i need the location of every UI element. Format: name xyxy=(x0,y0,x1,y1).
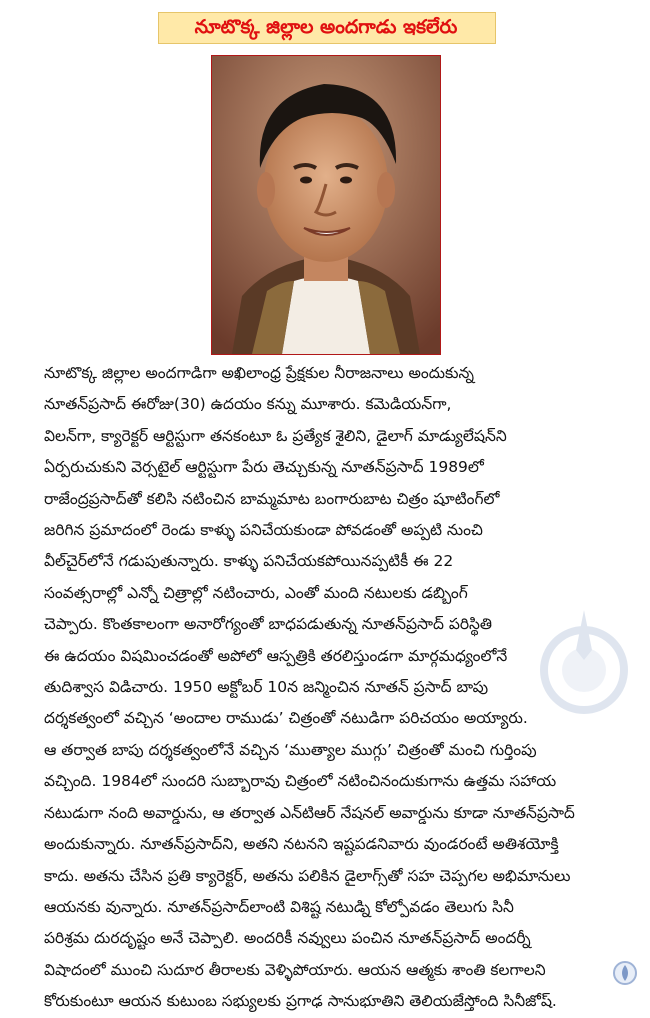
article-line: ఆ తర్వాత బాపు దర్శకత్వంలోనే వచ్చిన ‘ముత్యాల ముగ్గు’ చిత్రంతో మంచి గుర్తింపు xyxy=(44,740,537,759)
article-line: దర్శకత్వంలో వచ్చిన ‘అందాల రాముడు’ చిత్రంతో నటుడిగా పరిచయం అయ్యారు. xyxy=(44,709,528,728)
article-line: కాదు. అతను చేసిన ప్రతి క్యారెక్టర్, అతను పలికిన డైలాగ్స్‌తో సహ చెప్పగల అభిమానులు xyxy=(44,866,571,885)
cinejosh-logo-icon xyxy=(612,960,638,986)
article-line: పరిశ్రమ దురదృష్టం అనే చెప్పాలి. అందరికీ నవ్వులు పంచిన నూతన్‌ప్రసాద్ అందర్నీ xyxy=(44,929,531,948)
article-line: నటుడుగా నంది అవార్డును, ఆ తర్వాత ఎన్‌టిఆర్ నేషనల్ అవార్డును కూడా నూతన్‌ప్రసాద్ xyxy=(44,803,575,822)
article-line: వీల్‌చైర్‌లోనే గడుపుతున్నారు. కాళ్ళు పనిచేయకపోయినప్పటికీ ఈ 22 xyxy=(44,552,454,571)
article-line: అందుకున్నారు. నూతన్‌ప్రసాద్‌ని, అతని నటనని ఇష్టపడనివారు వుండరంటే అతిశయోక్తి xyxy=(44,835,559,854)
article-line: తుదిశ్వాస విడిచారు. 1950 అక్టోబర్ 10న జన్మించిన నూతన్ ప్రసాద్ బాపు xyxy=(44,678,489,697)
article-line: నూటొక్క జిల్లాల అందగాడిగా అఖిలాంధ్ర ప్రేక్షకుల నీరాజనాలు అందుకున్న xyxy=(44,364,474,382)
article-line: ఏర్పరుచుకుని వెర్సటైల్ ఆర్టిస్టుగా పేరు తెచ్చుకున్న నూతన్‌ప్రసాద్ 1989లో xyxy=(44,458,484,477)
article-line: జరిగిన ప్రమాదంలో రెండు కాళ్ళు పనిచేయకుండా పోవడంతో అప్పటి నుంచి xyxy=(44,521,483,540)
article-line: ఆయనకు వున్నారు. నూతన్‌ప్రసాద్‌లాంటి విశిష్ట నటుడ్ని కోల్పోవడం తెలుగు సినీ xyxy=(44,897,514,916)
portrait-photo xyxy=(211,55,441,355)
article-line: చెప్పారు. కొంతకాలంగా అనారోగ్యంతో బాధపడుతున్న నూతన్‌ప్రసాద్ పరిస్థితి xyxy=(44,615,493,634)
article-line: నూతన్‌ప్రసాద్ ఈరోజు(30) ఉదయం కన్ను మూశారు. కమెడియన్‌గా, xyxy=(44,395,452,414)
article-body xyxy=(44,358,620,1018)
portrait-photo-image xyxy=(212,56,440,354)
article-line: వచ్చింది. 1984లో సుందరి సుబ్బారావు చిత్రంలో నటించినందుకుగాను ఉత్తమ సహాయ xyxy=(44,772,557,791)
headline: నూటొక్క జిల్లాల అందగాడు ఇకలేరు xyxy=(194,16,458,38)
article-line: ఈ ఉదయం విషమించడంతో అపోలో ఆస్పత్రికి తరలిస్తుండగా మార్గమధ్యంలోనే xyxy=(44,646,508,665)
article-line: కోరుకుంటూ ఆయన కుటుంబ సభ్యులకు ప్రగాఢ సానుభూతిని తెలియజేస్తోంది సినీజోష్. xyxy=(44,992,557,1011)
article-line: విలన్‌గా, క్యారెక్టర్ ఆర్టిస్టుగా తనకంటూ ఓ ప్రత్యేక శైలిని, డైలాగ్ మాడ్యులేషన్‌ని xyxy=(44,426,507,445)
article-line: సంవత్సరాల్లో ఎన్నో చిత్రాల్లో నటించారు, ఎంతో మంది నటులకు డబ్బింగ్ xyxy=(44,583,468,602)
article-line: రాజేంద్రప్రసాద్‌తో కలిసి నటించిన బామ్మమాట బంగారుబాట చిత్రం షూటింగ్‌లో xyxy=(44,489,500,508)
article-line: విషాదంలో ముంచి సుదూర తీరాలకు వెళ్ళిపోయారు. ఆయన ఆత్మకు శాంతి కలగాలని xyxy=(44,960,546,979)
